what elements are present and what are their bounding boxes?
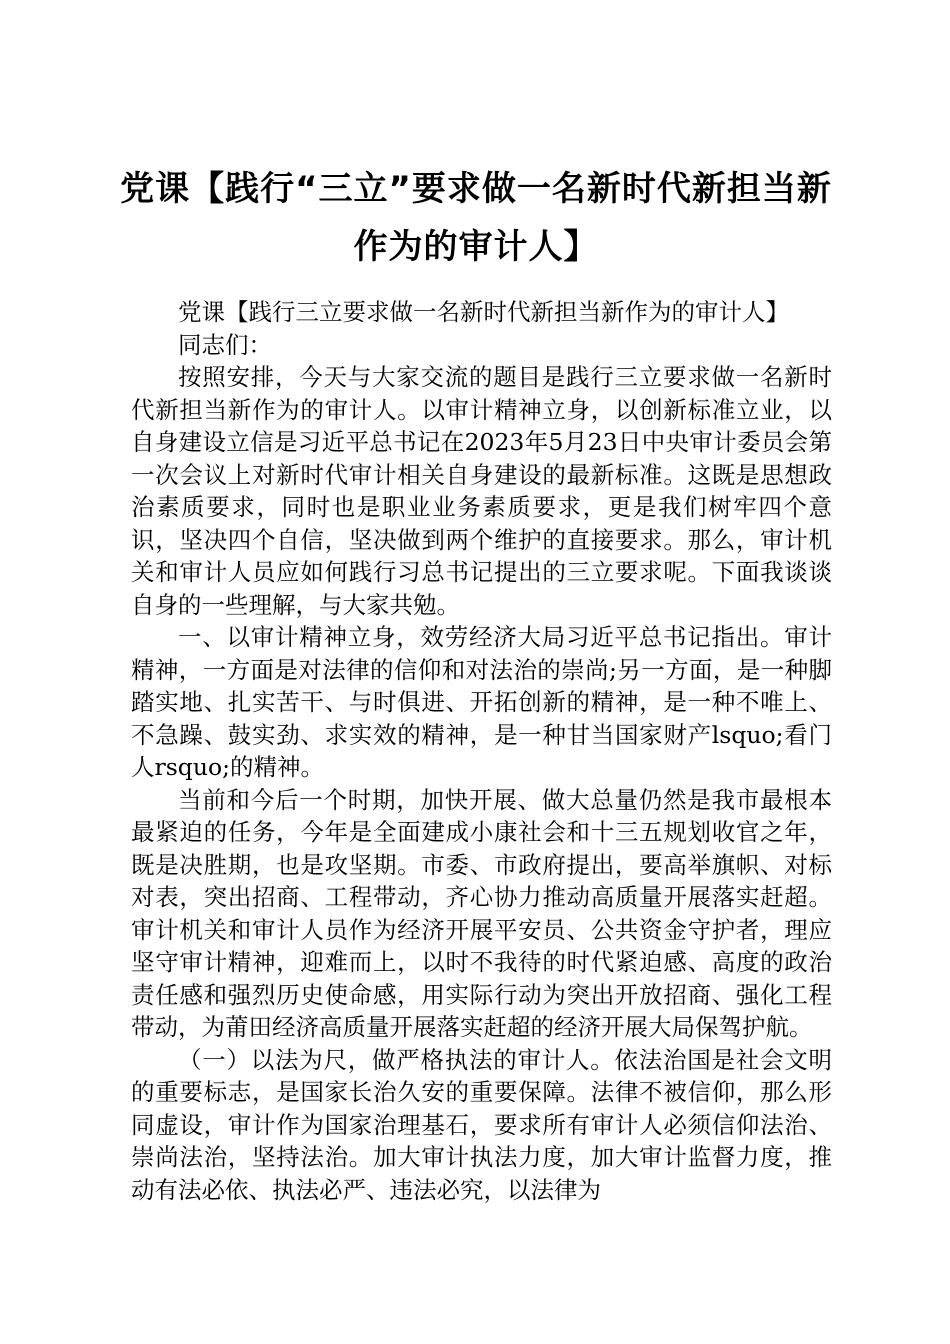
paragraph-subsection-one: （一）以法为尺，做严格执法的审计人。依法治国是社会文明的重要标志，是国家长治久安的重要保障。法律不被信仰，那么形同虚设，审计作为国家治理基石，要求所有审计人必须信仰法治、崇尚法治，坚持法治。加大审计执法力度，加大审计监督力度，推动有法必依、执法必严、违法必究，以法律为 [131,1045,832,1204]
paragraph-section-one: 一、以审计精神立身，效劳经济大局习近平总书记指出。审计精神，一方面是对法律的信仰和对法治的崇尚;另一方面，是一种脚踏实地、扎实苦干、与时俱进、开拓创新的精神，是一种不唯上、不急躁、鼓实劲、求实效的精神，是一种甘当国家财产lsquo;看门人rsquo;的精神。 [131,623,832,781]
paragraph-salutation: 同志们： [178,330,272,359]
paragraph-heading-repeat: 党课【践行三立要求做一名新时代新担当新作为的审计人】 [178,298,789,326]
paragraph-current-period: 当前和今后一个时期，加快开展、做大总量仍然是我市最根本最紧迫的任务，今年是全面建成小康社会和十三五规划收官之年，既是决胜期，也是攻坚期。市委、市政府提出，要高举旗帜、对标对表，突出招商、工程带动，齐心协力推动高质量开展落实赶超。审计机关和审计人员作为经济开展平安员、公共资金守护者，理应坚守审计精神，迎难而上，以时不我待的时代紧迫感、高度的政治责任感和强烈历史使命感，用实际行动为突出开放招商、强化工程带动，为莆田经济高质量开展落实赶超的经济开展大局保驾护航。 [131,785,832,1041]
document-title: 党课【践行“三立”要求做一名新时代新担当新作为的审计人】 [120,169,832,267]
document-body [131,296,832,1206]
paragraph-intro: 按照安排，今天与大家交流的题目是践行三立要求做一名新时代新担当新作为的审计人。以审计精神立身，以创新标准立业，以自身建设立信是习近平总书记在2023年5月23日中央审计委员会第一次会议上对新时代审计相关自身建设的最新标准。这既是思想政治素质要求，同时也是职业业务素质要求，更是我们树牢四个意识，坚决四个自信，坚决做到两个维护的直接要求。那么，审计机关和审计人员应如何践行习总书记提出的三立要求呢。下面我谈谈自身的一些理解，与大家共勉。 [131,363,832,619]
